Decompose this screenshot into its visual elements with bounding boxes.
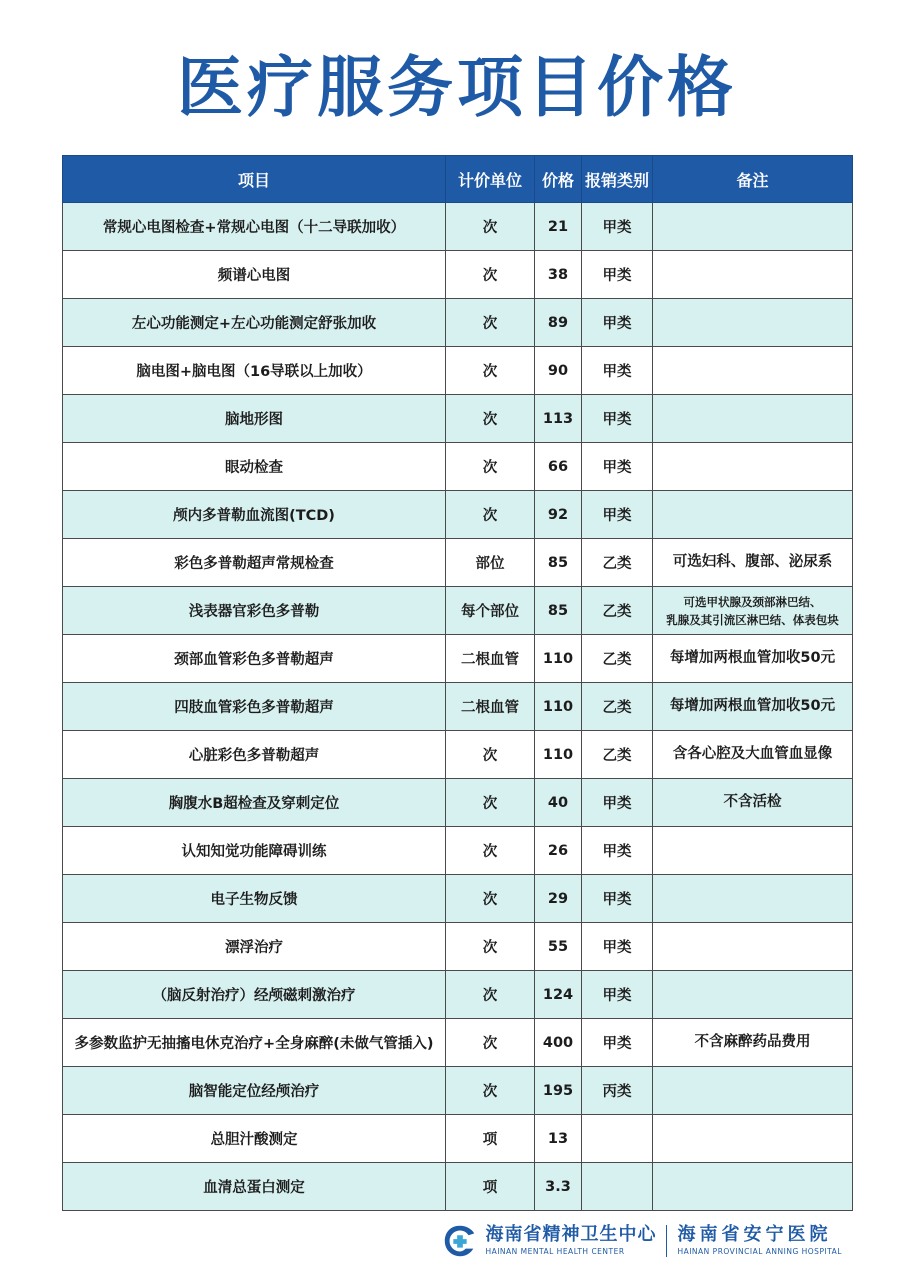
cell-item: 血清总蛋白测定 <box>63 1163 446 1211</box>
cell-price: 26 <box>535 827 582 875</box>
table-row <box>63 1019 853 1067</box>
cell-unit: 次 <box>446 443 535 491</box>
table-row <box>63 923 853 971</box>
cell-note: 每增加两根血管加收50元 <box>653 683 853 731</box>
cell-item: 眼动检查 <box>63 443 446 491</box>
cell-category: 乙类 <box>582 539 653 587</box>
cell-category: 甲类 <box>582 971 653 1019</box>
note-line: 可选甲状腺及颈部淋巴结、 <box>683 594 822 609</box>
cell-price: 92 <box>535 491 582 539</box>
table-row <box>63 875 853 923</box>
cell-price: 124 <box>535 971 582 1019</box>
cell-note <box>653 203 853 251</box>
table-body <box>63 203 853 1211</box>
cell-unit: 每个部位 <box>446 587 535 635</box>
hospital-name-en: HAINAN PROVINCIAL ANNING HOSPITAL <box>677 1247 842 1257</box>
table-row <box>63 683 853 731</box>
cell-price: 89 <box>535 299 582 347</box>
cell-category: 甲类 <box>582 347 653 395</box>
cell-price: 55 <box>535 923 582 971</box>
cell-note <box>653 827 853 875</box>
cell-category <box>582 1163 653 1211</box>
cell-category: 甲类 <box>582 491 653 539</box>
cell-item: 认知知觉功能障碍训练 <box>63 827 446 875</box>
cell-note <box>653 491 853 539</box>
cell-category: 丙类 <box>582 1067 653 1115</box>
cell-unit: 二根血管 <box>446 683 535 731</box>
table-row <box>63 971 853 1019</box>
cell-price: 66 <box>535 443 582 491</box>
cell-unit: 次 <box>446 491 535 539</box>
cell-unit: 次 <box>446 299 535 347</box>
cell-note <box>653 971 853 1019</box>
cell-price: 113 <box>535 395 582 443</box>
cell-category: 甲类 <box>582 1019 653 1067</box>
cell-unit: 次 <box>446 875 535 923</box>
cell-note <box>653 1067 853 1115</box>
table-row <box>63 635 853 683</box>
header-price: 价格 <box>535 156 582 203</box>
cell-note: 不含麻醉药品费用 <box>653 1019 853 1067</box>
hospital-logo-icon <box>441 1222 479 1260</box>
cell-price: 13 <box>535 1115 582 1163</box>
cell-unit: 次 <box>446 731 535 779</box>
table-row <box>63 1163 853 1211</box>
cell-price: 85 <box>535 539 582 587</box>
header-item: 项目 <box>63 156 446 203</box>
cell-unit: 次 <box>446 1019 535 1067</box>
table-row <box>63 203 853 251</box>
cell-price: 29 <box>535 875 582 923</box>
cell-unit: 次 <box>446 923 535 971</box>
cell-item: 漂浮治疗 <box>63 923 446 971</box>
table-header <box>63 156 853 203</box>
cell-item: 电子生物反馈 <box>63 875 446 923</box>
cell-category: 甲类 <box>582 779 653 827</box>
cell-item: 脑地形图 <box>63 395 446 443</box>
cell-unit: 次 <box>446 971 535 1019</box>
cell-item: 心脏彩色多普勒超声 <box>63 731 446 779</box>
cell-price: 90 <box>535 347 582 395</box>
cell-note: 不含活检 <box>653 779 853 827</box>
cell-note <box>653 347 853 395</box>
cell-price: 110 <box>535 683 582 731</box>
cell-item: 脑智能定位经颅治疗 <box>63 1067 446 1115</box>
table-row <box>63 1067 853 1115</box>
cell-item: 浅表器官彩色多普勒 <box>63 587 446 635</box>
cell-item: 脑电图+脑电图（16导联以上加收） <box>63 347 446 395</box>
page-title: 医疗服务项目价格 <box>177 49 737 126</box>
cell-item: 频谱心电图 <box>63 251 446 299</box>
cell-category: 甲类 <box>582 299 653 347</box>
cell-note <box>653 587 853 635</box>
cell-category: 甲类 <box>582 203 653 251</box>
cell-unit: 项 <box>446 1163 535 1211</box>
cell-item: （脑反射治疗）经颅磁刺激治疗 <box>63 971 446 1019</box>
cell-unit: 部位 <box>446 539 535 587</box>
cell-category: 甲类 <box>582 827 653 875</box>
cell-price: 195 <box>535 1067 582 1115</box>
cell-note <box>653 299 853 347</box>
table-row <box>63 491 853 539</box>
cell-category: 甲类 <box>582 875 653 923</box>
cell-item: 常规心电图检查+常规心电图（十二导联加收） <box>63 203 446 251</box>
cell-category <box>582 1115 653 1163</box>
cell-unit: 次 <box>446 1067 535 1115</box>
cell-note: 可选妇科、腹部、泌尿系 <box>653 539 853 587</box>
cell-price: 400 <box>535 1019 582 1067</box>
cell-note: 每增加两根血管加收50元 <box>653 635 853 683</box>
org-name-en: HAINAN MENTAL HEALTH CENTER <box>485 1247 625 1257</box>
table-row <box>63 779 853 827</box>
cell-category: 乙类 <box>582 731 653 779</box>
header-category: 报销类别 <box>582 156 653 203</box>
cell-note <box>653 1163 853 1211</box>
cell-category: 乙类 <box>582 635 653 683</box>
cell-item: 多参数监护无抽搐电休克治疗+全身麻醉(未做气管插入) <box>63 1019 446 1067</box>
cell-note <box>653 1115 853 1163</box>
cell-item: 左心功能测定+左心功能测定舒张加收 <box>63 299 446 347</box>
cell-unit: 次 <box>446 347 535 395</box>
cell-unit: 次 <box>446 779 535 827</box>
cell-category: 乙类 <box>582 683 653 731</box>
cell-price: 40 <box>535 779 582 827</box>
cell-note <box>653 251 853 299</box>
cell-price: 21 <box>535 203 582 251</box>
cell-note <box>653 875 853 923</box>
cell-category: 乙类 <box>582 587 653 635</box>
org-name-cn: 海南省精神卫生中心 <box>485 1224 657 1246</box>
cell-category: 甲类 <box>582 395 653 443</box>
cell-unit: 次 <box>446 251 535 299</box>
hospital-name <box>677 1226 842 1256</box>
cell-price: 110 <box>535 635 582 683</box>
cell-category: 甲类 <box>582 923 653 971</box>
table-row <box>63 443 853 491</box>
table-row <box>63 299 853 347</box>
cell-price: 85 <box>535 587 582 635</box>
cell-price: 110 <box>535 731 582 779</box>
price-table <box>62 155 853 1211</box>
cell-note <box>653 443 853 491</box>
cell-note: 含各心腔及大血管血显像 <box>653 731 853 779</box>
table-row <box>63 539 853 587</box>
header-note: 备注 <box>653 156 853 203</box>
note-line: 乳腺及其引流区淋巴结、体表包块 <box>666 612 839 627</box>
table-row <box>63 251 853 299</box>
cell-item: 颅内多普勒血流图(TCD) <box>63 491 446 539</box>
cell-price: 3.3 <box>535 1163 582 1211</box>
cell-item: 颈部血管彩色多普勒超声 <box>63 635 446 683</box>
cell-item: 总胆汁酸测定 <box>63 1115 446 1163</box>
cell-unit: 二根血管 <box>446 635 535 683</box>
hospital-name-cn: 海南省安宁医院 <box>677 1224 832 1246</box>
table-row <box>63 587 853 635</box>
footer-divider <box>666 1225 667 1257</box>
cell-unit: 次 <box>446 395 535 443</box>
org-name <box>485 1226 656 1256</box>
table-row <box>63 731 853 779</box>
table-row <box>63 395 853 443</box>
cell-unit: 次 <box>446 827 535 875</box>
cell-unit: 次 <box>446 203 535 251</box>
header-unit: 计价单位 <box>446 156 535 203</box>
cell-category: 甲类 <box>582 443 653 491</box>
cell-price: 38 <box>535 251 582 299</box>
header-row <box>63 156 853 203</box>
cell-note <box>653 923 853 971</box>
cell-item: 胸腹水B超检查及穿刺定位 <box>63 779 446 827</box>
table-row <box>63 347 853 395</box>
cell-category: 甲类 <box>582 251 653 299</box>
cell-unit: 项 <box>446 1115 535 1163</box>
cell-note <box>653 395 853 443</box>
table-row <box>63 827 853 875</box>
cell-item: 四肢血管彩色多普勒超声 <box>63 683 446 731</box>
cell-item: 彩色多普勒超声常规检查 <box>63 539 446 587</box>
table-row <box>63 1115 853 1163</box>
footer-logo <box>441 1222 842 1260</box>
